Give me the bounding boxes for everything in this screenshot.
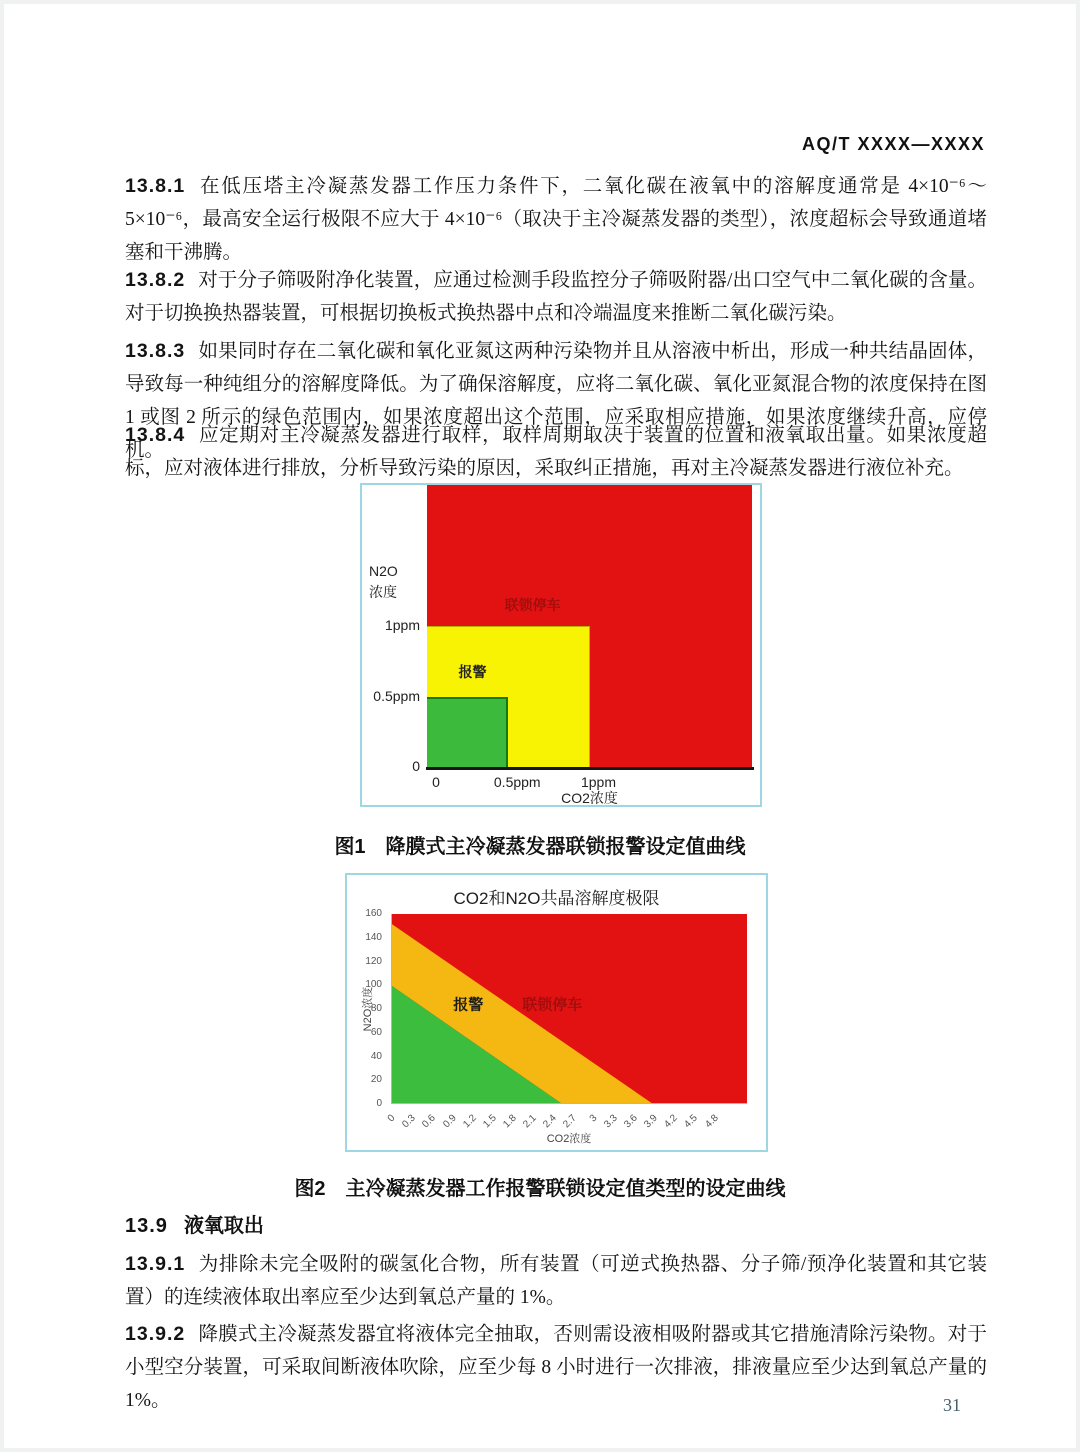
figure-1-y-ticks — [362, 485, 423, 774]
section-number: 13.9 — [125, 1215, 168, 1237]
figure1-x-tick-label: 0 — [432, 774, 440, 790]
figure1-x-tick-label: 0.5ppm — [493, 774, 541, 790]
clause-13-8-1 — [125, 170, 987, 269]
document-code: AQ/T XXXX—XXXX — [801, 134, 985, 154]
figure-2-x-axis-label: CO2浓度 — [546, 1133, 592, 1145]
figure1-y-tick-label: 1ppm — [384, 617, 420, 633]
clause-number: 13.8.4 — [125, 424, 186, 446]
y-axis-label-line1: N2O — [369, 563, 398, 579]
figure-1-x-axis-label: CO2浓度 — [561, 790, 618, 806]
figure2-x-tick-label: 3.6 — [622, 1112, 640, 1131]
figure1-zone-label: 报警 — [458, 664, 487, 681]
figure-2-x-ticks — [386, 1108, 747, 1132]
figure2-zone-label: 报警 — [453, 996, 484, 1014]
clause-13-8-2 — [125, 264, 987, 330]
clause-text: 应定期对主冷凝蒸发器进行取样，取样周期取决于装置的位置和液氧取出量。如果浓度超标，应对液体进行排放，分析导致污染的原因，采取纠正措施，再对主冷凝蒸发器进行液位补充。 — [125, 425, 987, 479]
clause-text: 为排除未完全吸附的碳氢化合物，所有装置（可逆式换热器、分子筛/预净化装置和其它装置）的连续液体取出率应至少达到氧总产量的 1%。 — [125, 1254, 987, 1308]
figure2-x-tick-label: 2.1 — [521, 1112, 539, 1131]
figure2-x-tick-label: 3.3 — [601, 1112, 620, 1131]
clause-13-9-1 — [125, 1248, 987, 1314]
figure1-y-tick-label: 0 — [412, 758, 420, 774]
clause-number: 13.8.1 — [125, 175, 186, 197]
clause-text: 对于分子筛吸附净化装置，应通过检测手段监控分子筛吸附器/出口空气中二氧化碳的含量。对于切换换热器装置，可根据切换板式换热器中点和冷端温度来推断二氧化碳污染。 — [125, 270, 987, 324]
figure-1-chart — [360, 483, 762, 807]
figure2-y-tick-label: 0 — [376, 1098, 382, 1109]
figure2-x-tick-label: 1.2 — [460, 1112, 479, 1131]
clause-number: 13.8.2 — [125, 269, 186, 291]
clause-text: 在低压塔主冷凝蒸发器工作压力条件下，二氧化碳在液氧中的溶解度通常是 4×10⁻⁶～5×10⁻⁶，最高安全运行极限不应大于 4×10⁻⁶（取决于主冷凝蒸发器的类型），浓度超标会导致通道堵塞和干沸腾。 — [125, 176, 987, 263]
clause-number: 13.8.3 — [125, 340, 186, 362]
figure2-y-tick-label: 60 — [370, 1026, 382, 1038]
figure2-x-tick-label: 3 — [587, 1112, 600, 1125]
figure-1-caption: 图1 降膜式主冷凝蒸发器联锁报警设定值曲线 — [334, 836, 746, 858]
page-number: 31 — [943, 1395, 961, 1415]
clause-13-9-2 — [125, 1318, 987, 1417]
figure2-x-tick-label: 2.7 — [561, 1112, 580, 1131]
section-13-9-heading — [125, 1209, 264, 1238]
figure2-x-tick-label: 0 — [386, 1112, 398, 1125]
figure-2-y-axis-label: N2O浓度 — [362, 986, 374, 1032]
figure2-x-tick-label: 1.5 — [481, 1112, 499, 1131]
figure2-x-tick-label: 0.6 — [420, 1112, 439, 1131]
section-title: 液氧取出 — [183, 1215, 264, 1237]
figure-2-caption: 图2 主冷凝蒸发器工作报警联锁设定值类型的设定曲线 — [294, 1178, 786, 1200]
figure2-y-tick-label: 160 — [365, 908, 382, 919]
figure-2-y-ticks — [347, 875, 387, 1150]
figure2-y-tick-label: 120 — [365, 955, 382, 967]
figure2-x-tick-label: 0.3 — [400, 1112, 419, 1131]
y-axis-label-line2: 浓度 — [369, 584, 397, 600]
figure2-x-tick-label: 1.8 — [501, 1112, 519, 1131]
figure-1-plot-area — [427, 485, 752, 767]
figure-1-x-axis-line — [426, 767, 754, 770]
figure1-zone-normal — [427, 697, 508, 768]
figure2-y-tick-label: 20 — [370, 1074, 382, 1086]
figure2-x-tick-label: 3.9 — [642, 1112, 660, 1131]
figure1-zone-label: 联锁停车 — [504, 596, 561, 613]
clause-13-8-4 — [125, 419, 987, 485]
figure2-y-tick-label: 40 — [370, 1050, 382, 1062]
clause-text: 降膜式主冷凝蒸发器宜将液体完全抽取，否则需设液相吸附器或其它措施清除污染物。对于小型空分装置，可采取间断液体吹除，应至少每 8 小时进行一次排液，排液量应至少达到氧总产量的 1%。 — [125, 1324, 987, 1411]
figure2-y-tick-label: 100 — [365, 979, 382, 991]
figure-2-chart — [345, 873, 768, 1152]
figure-2-title: CO2和N2O共晶溶解度极限 — [453, 889, 660, 908]
figure2-y-tick-label: 80 — [370, 1003, 382, 1014]
clause-number: 13.9.2 — [125, 1323, 186, 1345]
figure-2-plot-area — [391, 914, 747, 1104]
figure1-x-tick-label: 1ppm — [580, 774, 617, 790]
figure2-x-tick-label: 2.4 — [541, 1112, 560, 1131]
figure2-x-tick-label: 0.9 — [440, 1112, 459, 1131]
figure2-x-tick-label: 4.2 — [662, 1112, 681, 1131]
clause-number: 13.9.1 — [125, 1253, 186, 1275]
figure2-zone-label: 联锁停车 — [522, 996, 583, 1014]
figure2-x-tick-label: 4.8 — [702, 1112, 721, 1131]
clause-text: 如果同时存在二氧化碳和氧化亚氮这两种污染物并且从溶液中析出，形成一种共结晶固体，导致每一种纯组分的溶解度降低。为了确保溶解度，应将二氧化碳、氧化亚氮混合物的浓度保持在图 1 或图 2 所示的绿色范围内，如果浓度超出这个范围，应采取相应措施，如果浓度继续升高，应停机。 — [125, 341, 987, 461]
figure2-y-tick-label: 140 — [365, 931, 382, 943]
figure2-x-tick-label: 4.5 — [682, 1112, 701, 1131]
figure1-y-tick-label: 0.5ppm — [373, 687, 420, 704]
